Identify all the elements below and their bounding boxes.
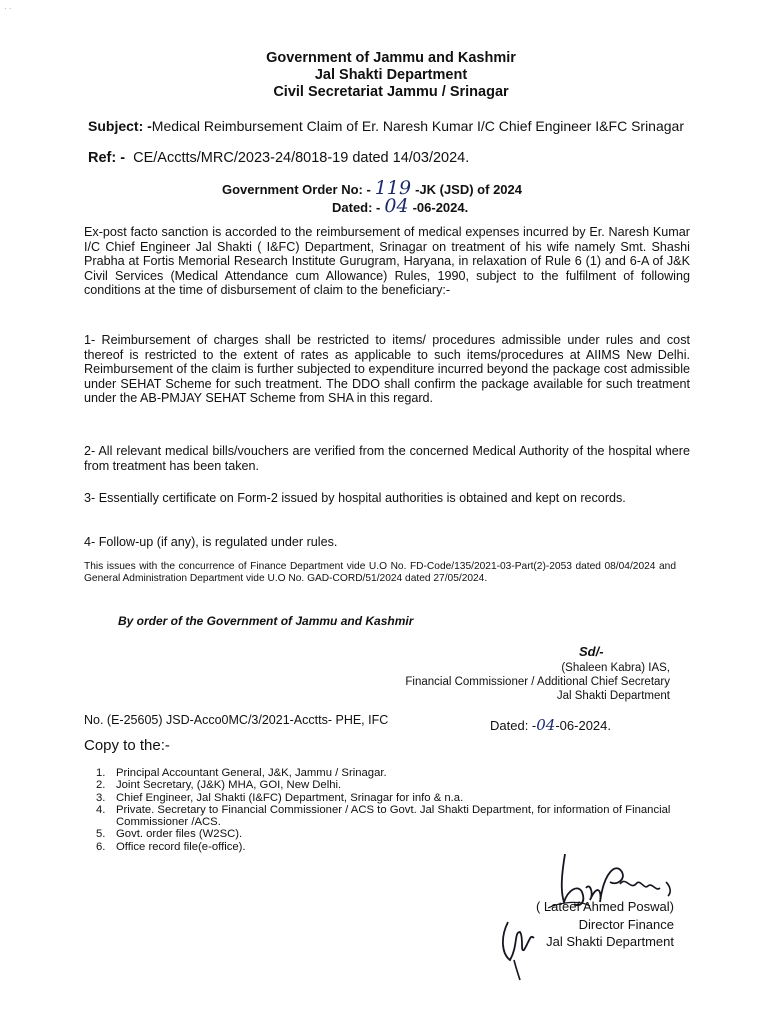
- order-number-handwritten: 119: [374, 177, 412, 199]
- order-dated-day-handwritten: 04: [384, 195, 409, 217]
- ref-text: CE/Acctts/MRC/2023-24/8018-19 dated 14/03/2024.: [133, 150, 470, 166]
- order-number-line: [222, 177, 522, 199]
- scan-artifact: · ·: [4, 4, 12, 13]
- letterhead-line-secretariat: Civil Secretariat Jammu / Srinagar: [273, 84, 509, 100]
- condition-2: 2- All relevant medical bills/vouchers are verified from the concerned Medical Authority of the hospital where from treatment has been taken.: [84, 444, 690, 473]
- concurrence-note: This issues with the concurrence of Finance Department vide U.O No. FD-Code/135/2021-03-Part(2)-2053 dated 08/04/2024 and General Administration Department vide U.O No. GAD-CORD/51/2024 dated 27/05/2024.: [84, 561, 676, 584]
- copy-to-item: 3. Chief Engineer, Jal Shakti (I&FC) Department, Srinagar for info & n.a.: [96, 791, 464, 804]
- order-number-block: [222, 177, 522, 217]
- copy-to-item: 5. Govt. order files (W2SC).: [96, 828, 243, 841]
- director-name: ( Lateef Ahmed Poswal): [535, 899, 674, 914]
- subject-text: Medical Reimbursement Claim of Er. Naresh Kumar I/C Chief Engineer I&FC Srinagar: [151, 118, 684, 134]
- director-department: Jal Shakti Department: [546, 934, 674, 949]
- by-order-line: By order of the Government of Jammu and Kashmir: [118, 614, 414, 628]
- reference-line: [88, 150, 469, 166]
- sd-mark: Sd/-: [579, 644, 604, 659]
- director-block: [506, 898, 674, 951]
- order-suffix: -JK (JSD) of 2024: [415, 182, 522, 197]
- order-label: Government Order No: -: [222, 182, 371, 197]
- copy-to-item: 6. Office record file(e-office).: [96, 840, 246, 853]
- copy-to-item: 1. Principal Accountant General, J&K, Jammu / Srinagar.: [96, 767, 387, 779]
- signatory-name: (Shaleen Kabra) IAS,: [561, 662, 670, 674]
- director-designation: Director Finance: [578, 916, 674, 932]
- order-dated-label: Dated: -: [332, 200, 381, 215]
- copy-to-item: 2. Joint Secretary, (J&K) MHA, GOI, New Delhi.: [96, 779, 342, 792]
- order-dated-line: [222, 195, 522, 217]
- letterhead-line-government: Government of Jammu and Kashmir: [266, 50, 516, 66]
- subject-label: Subject: -: [88, 118, 152, 134]
- signatory-department: Jal Shakti Department: [556, 690, 670, 702]
- copy-to-heading: Copy to the:-: [84, 737, 170, 754]
- file-dated-label: Dated: -: [490, 718, 537, 733]
- signatory-designation: Financial Commissioner / Additional Chief Secretary: [405, 676, 670, 688]
- signatory-block: [405, 661, 670, 703]
- subject-line: [88, 118, 708, 134]
- letterhead: [0, 50, 768, 101]
- copy-to-list: [96, 767, 676, 853]
- ref-label: Ref: -: [88, 150, 126, 166]
- condition-1: 1- Reimbursement of charges shall be restricted to items/ procedures admissible under rules and cost thereof is restricted to the extent of rates as applicable to such items/procedures at AIIMS New Delhi. Reimbursement of the claim is further subjected to expenditure incurred beyond the package cost admissible under SEHAT Scheme for such treatment. The DDO shall confirm the package available for such treatment under the AB-PMJAY SEHAT Scheme from SHA in this regard.: [84, 333, 690, 406]
- letterhead-line-department: Jal Shakti Department: [314, 67, 468, 83]
- file-dated-day-handwritten: 04: [536, 716, 556, 734]
- file-dated-suffix: -06-2024.: [555, 718, 611, 733]
- file-dated-line: [490, 716, 611, 734]
- sanction-paragraph: Ex-post facto sanction is accorded to the reimbursement of medical expenses incurred by Er. Naresh Kumar I/C Chief Engineer Jal Shakti ( I&FC) Department, Srinagar on treatment of his wife namely Smt. Shashi Prabha at Fortis Memorial Research Institute Gurugram, Haryana, in relaxation of Rule 6 (1) and 6-A of J&K Civil Services (Medical Attendance cum Allowance) Rules, 1990, subject to the fulfilment of following conditions at the time of disbursement of claim to the beneficiary:-: [84, 225, 690, 298]
- copy-to-item: 4. Private. Secretary to Financial Commissioner / ACS to Govt. Jal Shakti Department, for information of Financial Commissioner /ACS.: [96, 803, 671, 829]
- file-number: No. (E-25605) JSD-Acco0MC/3/2021-Acctts- PHE, IFC: [84, 713, 389, 727]
- condition-3: 3- Essentially certificate on Form-2 issued by hospital authorities is obtained and kept on records.: [84, 491, 626, 505]
- order-dated-suffix: -06-2024.: [412, 200, 469, 215]
- condition-4: 4- Follow-up (if any), is regulated under rules.: [84, 535, 338, 549]
